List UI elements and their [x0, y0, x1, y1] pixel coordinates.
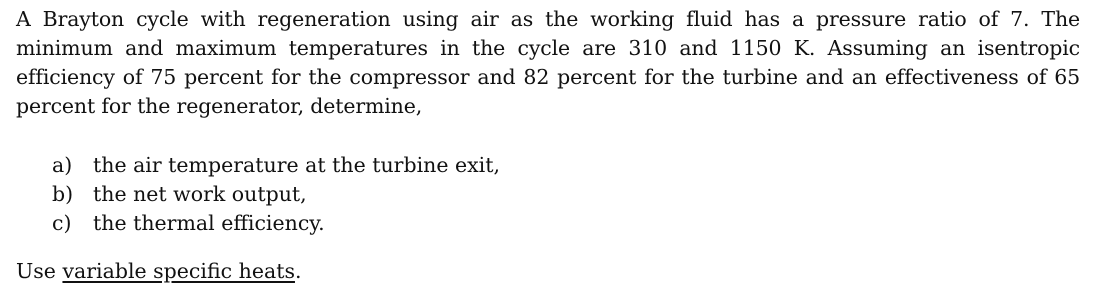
question-item-c [52, 209, 500, 238]
instruction-note [16, 257, 302, 286]
question-list [52, 151, 500, 238]
question-text: the thermal efficiency. [93, 211, 325, 235]
question-text: the net work output, [93, 182, 307, 206]
instruction-emphasis: variable specific heats [62, 259, 295, 283]
question-marker: a) [52, 153, 73, 177]
question-item-a [52, 151, 500, 180]
instruction-suffix: . [294, 259, 302, 283]
question-text: the air temperature at the turbine exit, [93, 153, 500, 177]
question-marker: c) [52, 211, 72, 235]
question-item-b [52, 180, 500, 209]
instruction-prefix: Use [16, 259, 63, 283]
problem-statement: A Brayton cycle with regeneration using air as the working fluid has a pressure ratio of 7. The minimum and maximum temperatures in the cycle are 310 and 1150 K. Assuming an isentropic efficiency of 75 percent for the compressor and 82 percent for the turbine and an effectiveness of 65 percent for the regenerator, determine, [16, 7, 1080, 118]
question-marker: b) [52, 182, 74, 206]
